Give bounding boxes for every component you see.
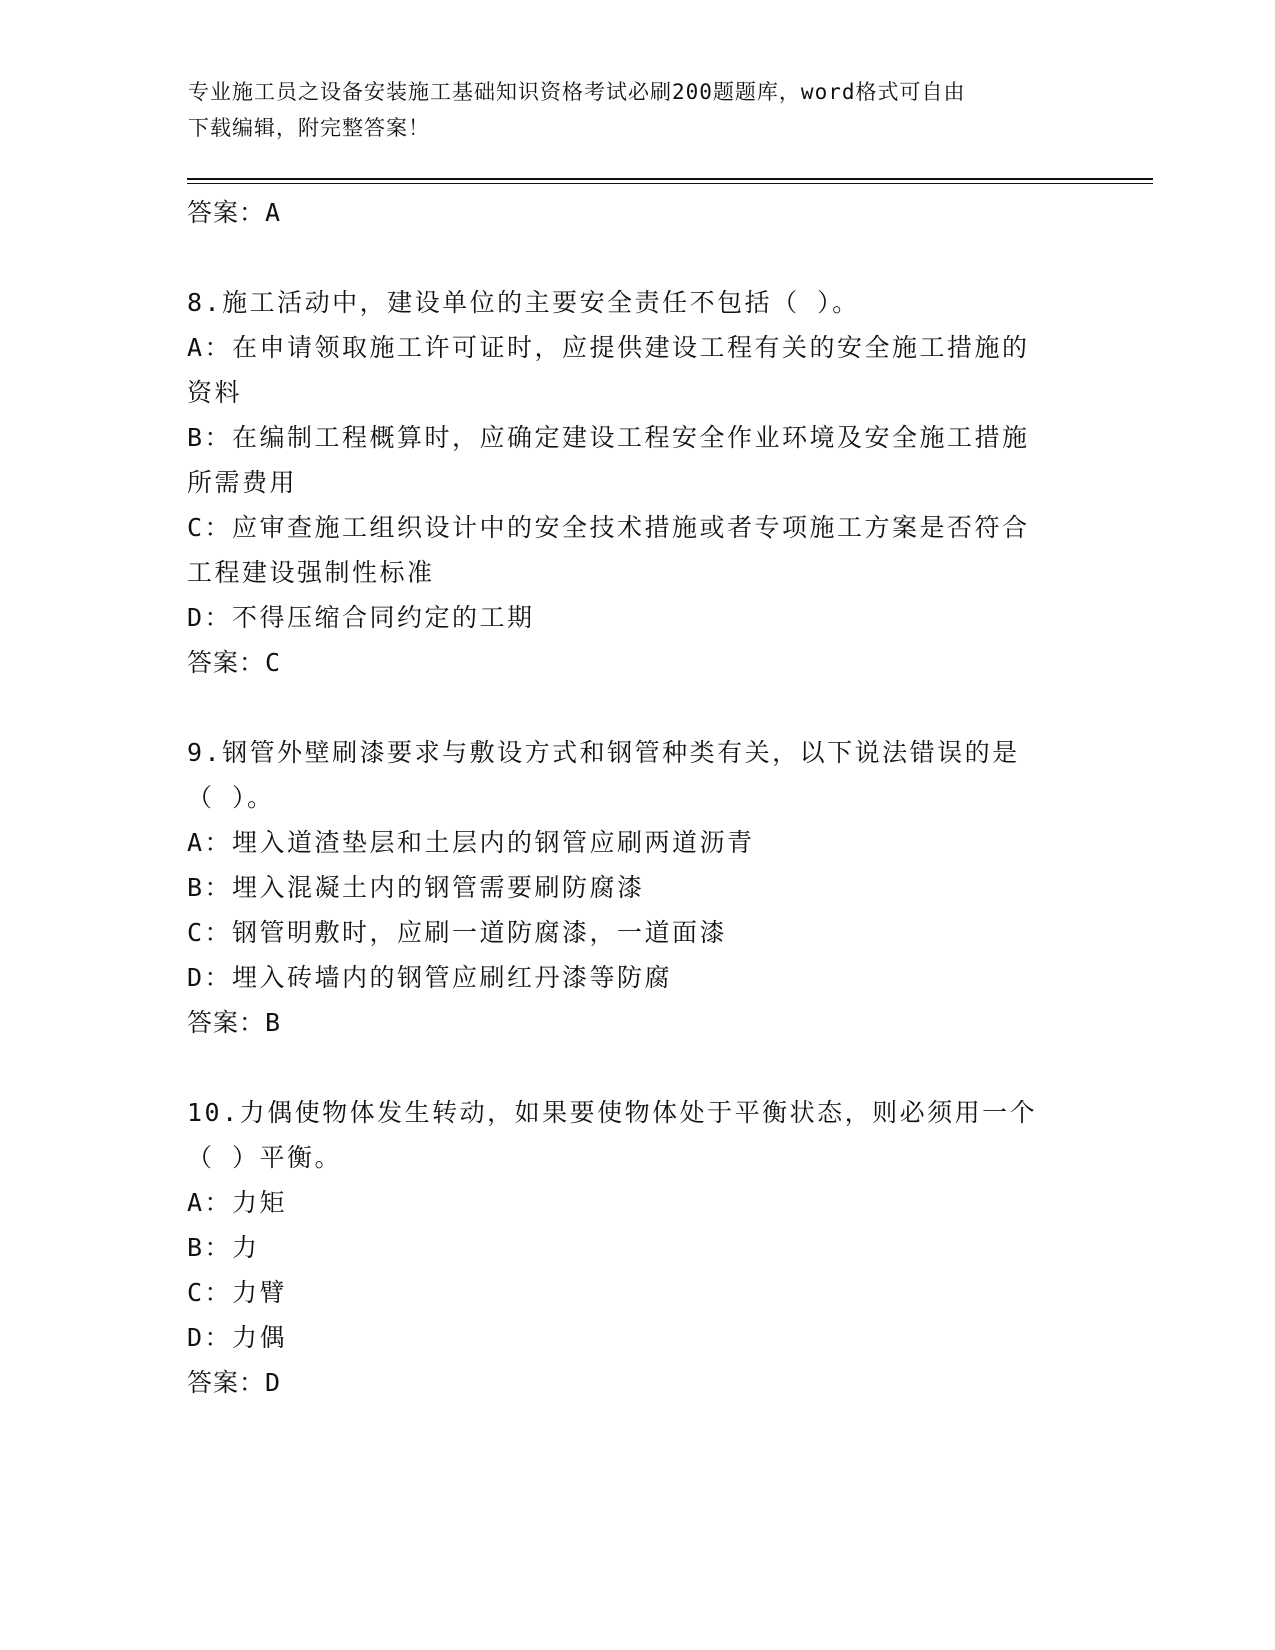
answer-label: 答案： [187, 1368, 266, 1397]
question-stem-continued: （ ）。 [187, 783, 275, 812]
question-list [187, 190, 1087, 1405]
answer [187, 1360, 1087, 1405]
option-a: A：埋入道渣垫层和土层内的钢管应刷两道沥青 [187, 828, 755, 857]
question-stem: 10.力偶使物体发生转动，如果要使物体处于平衡状态，则必须用一个 [187, 1098, 1038, 1127]
answer-label: 答案： [187, 198, 266, 227]
answer-value: B [265, 1008, 283, 1037]
question-stem: 9.钢管外壁刷漆要求与敷设方式和钢管种类有关，以下说法错误的是 [187, 738, 1020, 767]
option-d: D：不得压缩合同约定的工期 [187, 603, 535, 632]
answer-label: 答案： [187, 1008, 266, 1037]
option-d: D：力偶 [187, 1323, 288, 1352]
previous-answer [187, 190, 1087, 235]
option-c: C：应审查施工组织设计中的安全技术措施或者专项施工方案是否符合 [187, 513, 1030, 542]
answer-value: A [265, 198, 283, 227]
option-b-continued: 所需费用 [187, 468, 298, 497]
document-header [188, 74, 1068, 146]
header-divider-thin [187, 183, 1153, 184]
option-d: D：埋入砖墙内的钢管应刷红丹漆等防腐 [187, 963, 673, 992]
option-c-continued: 工程建设强制性标准 [187, 558, 435, 587]
answer-value: C [265, 648, 283, 677]
option-c: C：力臂 [187, 1278, 288, 1307]
option-b: B：埋入混凝土内的钢管需要刷防腐漆 [187, 873, 645, 902]
option-b: B：在编制工程概算时，应确定建设工程安全作业环境及安全施工措施 [187, 423, 1030, 452]
answer [187, 1000, 1087, 1045]
header-line: 专业施工员之设备安装施工基础知识资格考试必刷200题题库，word格式可自由 [188, 80, 966, 104]
question-9 [187, 730, 1087, 1045]
option-a-continued: 资料 [187, 378, 243, 407]
question-stem: 8.施工活动中，建设单位的主要安全责任不包括（ ）。 [187, 288, 860, 317]
question-8 [187, 280, 1087, 685]
option-b: B：力 [187, 1233, 260, 1262]
answer-value: D [265, 1368, 283, 1397]
question-stem-continued: （ ）平衡。 [187, 1143, 343, 1172]
header-divider [187, 178, 1153, 180]
question-10 [187, 1090, 1087, 1405]
answer [187, 640, 1087, 685]
header-line: 下载编辑，附完整答案！ [188, 116, 430, 140]
option-c: C：钢管明敷时，应刷一道防腐漆，一道面漆 [187, 918, 728, 947]
option-a: A：在申请领取施工许可证时，应提供建设工程有关的安全施工措施的 [187, 333, 1030, 362]
answer-label: 答案： [187, 648, 266, 677]
option-a: A：力矩 [187, 1188, 288, 1217]
